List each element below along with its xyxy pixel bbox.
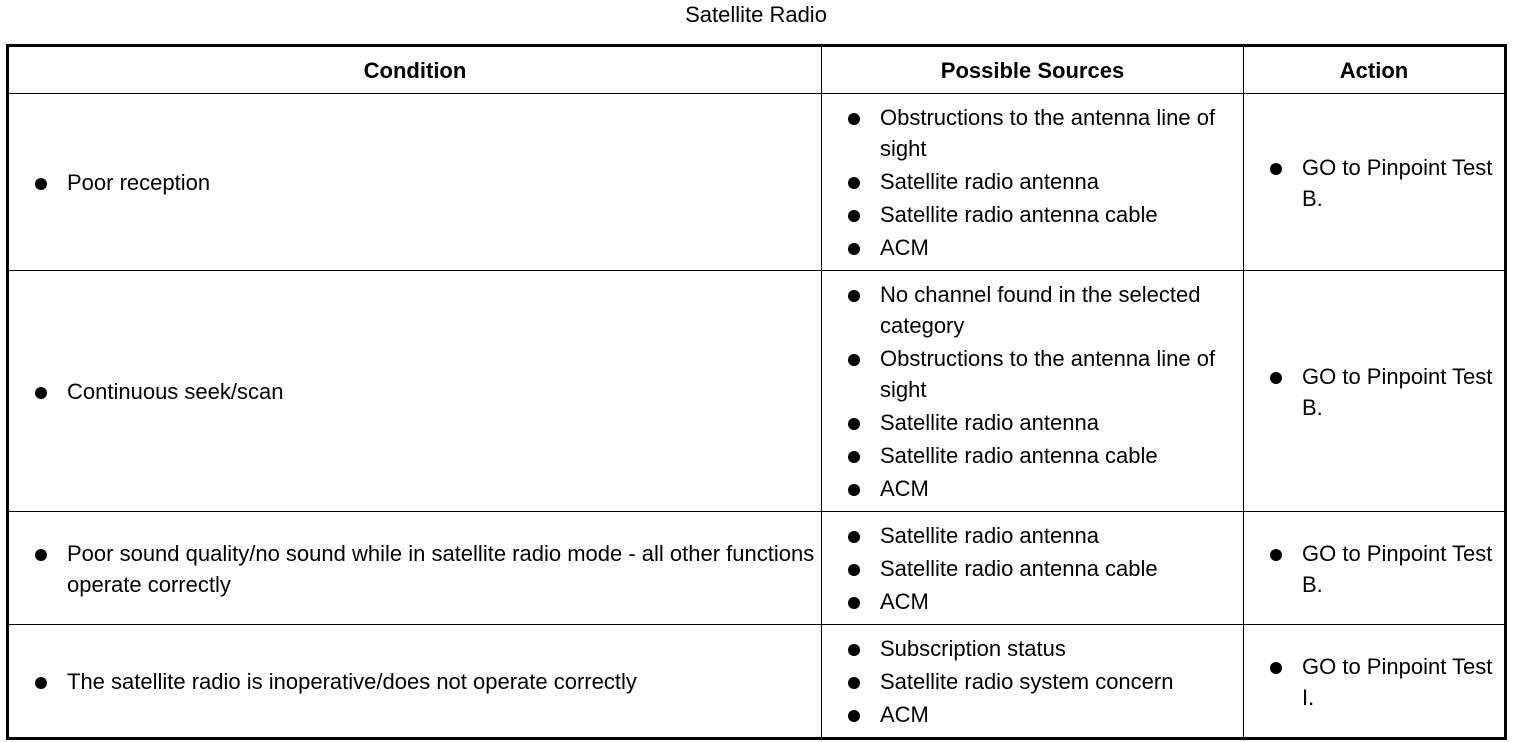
column-header-condition: Condition bbox=[8, 46, 822, 94]
symptom-table bbox=[6, 44, 1507, 740]
condition-text: Poor reception bbox=[9, 167, 821, 198]
sources-cell bbox=[822, 94, 1244, 271]
table-row bbox=[8, 512, 1506, 625]
condition-cell bbox=[8, 512, 822, 625]
action-cell bbox=[1244, 271, 1506, 512]
source-item: Satellite radio antenna bbox=[822, 520, 1243, 551]
sources-cell bbox=[822, 625, 1244, 739]
condition-text: The satellite radio is inoperative/does not operate correctly bbox=[9, 666, 821, 697]
source-item: Satellite radio antenna cable bbox=[822, 199, 1243, 230]
source-item: Satellite radio system concern bbox=[822, 666, 1243, 697]
sources-cell bbox=[822, 512, 1244, 625]
action-cell bbox=[1244, 625, 1506, 739]
source-item: Satellite radio antenna bbox=[822, 407, 1243, 438]
source-item: Obstructions to the antenna line of sight bbox=[822, 343, 1243, 405]
column-header-action: Action bbox=[1244, 46, 1506, 94]
action-cell bbox=[1244, 512, 1506, 625]
condition-cell bbox=[8, 94, 822, 271]
table-row bbox=[8, 625, 1506, 739]
source-item: ACM bbox=[822, 586, 1243, 617]
table-row bbox=[8, 271, 1506, 512]
action-cell bbox=[1244, 94, 1506, 271]
source-item: Satellite radio antenna cable bbox=[822, 440, 1243, 471]
table-header-row bbox=[8, 46, 1506, 94]
condition-cell bbox=[8, 625, 822, 739]
table-row bbox=[8, 94, 1506, 271]
source-item: No channel found in the selected category bbox=[822, 279, 1243, 341]
source-item: Satellite radio antenna bbox=[822, 166, 1243, 197]
action-text: GO to Pinpoint Test B. bbox=[1244, 361, 1504, 423]
sources-cell bbox=[822, 271, 1244, 512]
column-header-possible-sources: Possible Sources bbox=[822, 46, 1244, 94]
condition-text: Poor sound quality/no sound while in satellite radio mode - all other functions operate correctly bbox=[9, 538, 821, 600]
source-item: Obstructions to the antenna line of sight bbox=[822, 102, 1243, 164]
action-text: GO to Pinpoint Test B. bbox=[1244, 152, 1504, 214]
action-text: GO to Pinpoint Test I. bbox=[1244, 651, 1504, 713]
source-item: Satellite radio antenna cable bbox=[822, 553, 1243, 584]
page-title: Satellite Radio bbox=[685, 2, 827, 27]
source-item: Subscription status bbox=[822, 633, 1243, 664]
condition-text: Continuous seek/scan bbox=[9, 376, 821, 407]
condition-cell bbox=[8, 271, 822, 512]
source-item: ACM bbox=[822, 473, 1243, 504]
source-item: ACM bbox=[822, 232, 1243, 263]
action-text: GO to Pinpoint Test B. bbox=[1244, 538, 1504, 600]
source-item: ACM bbox=[822, 699, 1243, 730]
